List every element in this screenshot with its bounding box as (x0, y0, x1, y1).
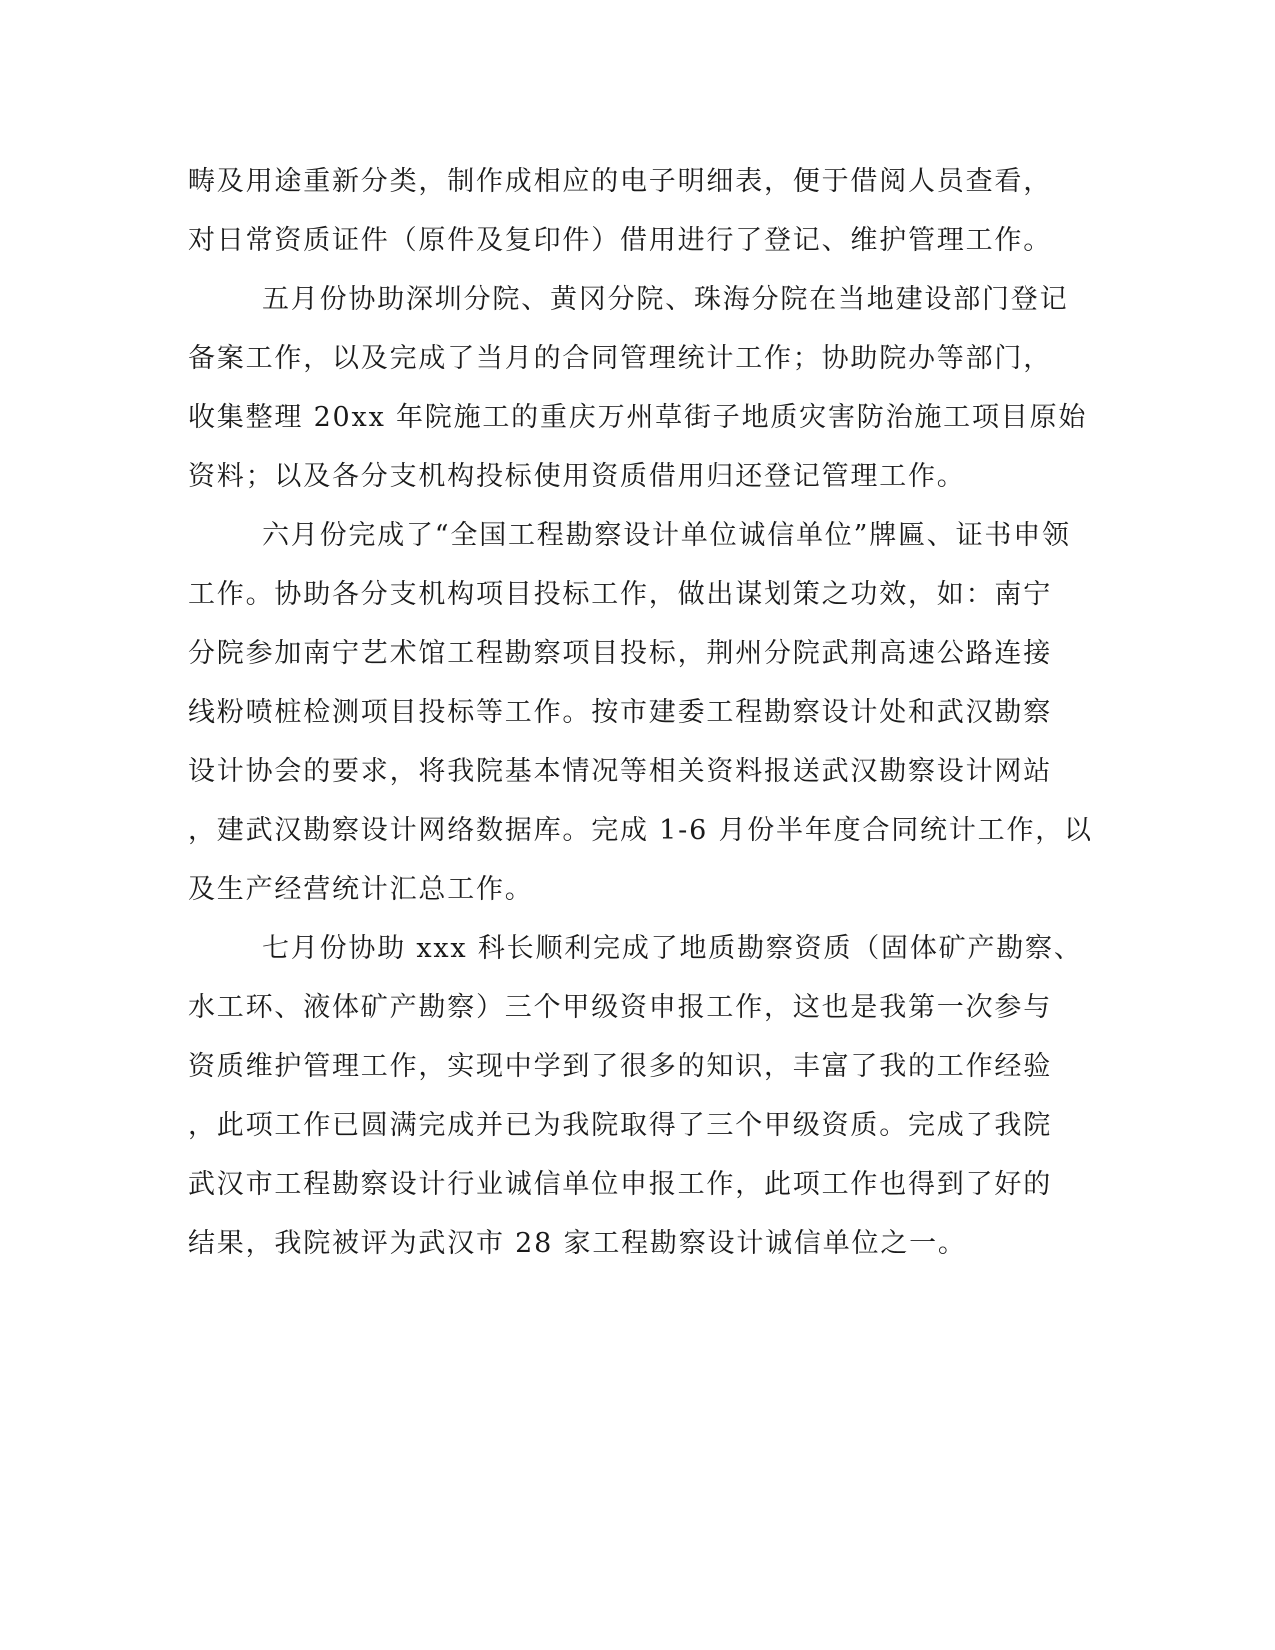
paragraph-line: 水工环、液体矿产勘察）三个甲级资申报工作，这也是我第一次参与 (188, 992, 1052, 1023)
paragraph-line: 武汉市工程勘察设计行业诚信单位申报工作，此项工作也得到了好的 (188, 1169, 1052, 1200)
paragraph-line: 资料；以及各分支机构投标使用资质借用归还登记管理工作。 (188, 461, 966, 492)
paragraph-line: ，此项工作已圆满完成并已为我院取得了三个甲级资质。完成了我院 (188, 1110, 1052, 1141)
paragraph-line: 线粉喷桩检测项目投标等工作。按市建委工程勘察设计处和武汉勘察 (188, 697, 1052, 728)
paragraph-line: 资质维护管理工作，实现中学到了很多的知识，丰富了我的工作经验 (188, 1051, 1052, 1082)
paragraph-line: ，建武汉勘察设计网络数据库。完成 1-6 月份半年度合同统计工作，以 (188, 815, 1093, 846)
paragraph-line: 工作。协助各分支机构项目投标工作，做出谋划策之功效，如：南宁 (188, 579, 1052, 610)
paragraph-line: 六月份完成了“全国工程勘察设计单位诚信单位”牌匾、证书申领 (262, 520, 1071, 551)
paragraph-line: 畴及用途重新分类，制作成相应的电子明细表，便于借阅人员查看， (188, 166, 1052, 197)
paragraph-line: 对日常资质证件（原件及复印件）借用进行了登记、维护管理工作。 (188, 225, 1052, 256)
paragraph-line: 及生产经营统计汇总工作。 (188, 874, 534, 905)
paragraph-line: 备案工作，以及完成了当月的合同管理统计工作；协助院办等部门， (188, 343, 1052, 374)
paragraph-line: 结果，我院被评为武汉市 28 家工程勘察设计诚信单位之一。 (188, 1228, 967, 1259)
paragraph-line: 五月份协助深圳分院、黄冈分院、珠海分院在当地建设部门登记 (262, 284, 1069, 315)
paragraph-line: 收集整理 20xx 年院施工的重庆万州草街子地质灾害防治施工项目原始 (188, 402, 1088, 433)
paragraph-line: 七月份协助 xxx 科长顺利完成了地质勘察资质（固体矿产勘察、 (262, 933, 1083, 964)
paragraph-line: 分院参加南宁艺术馆工程勘察项目投标，荆州分院武荆高速公路连接 (188, 638, 1052, 669)
paragraph-line: 设计协会的要求，将我院基本情况等相关资料报送武汉勘察设计网站 (188, 756, 1052, 787)
